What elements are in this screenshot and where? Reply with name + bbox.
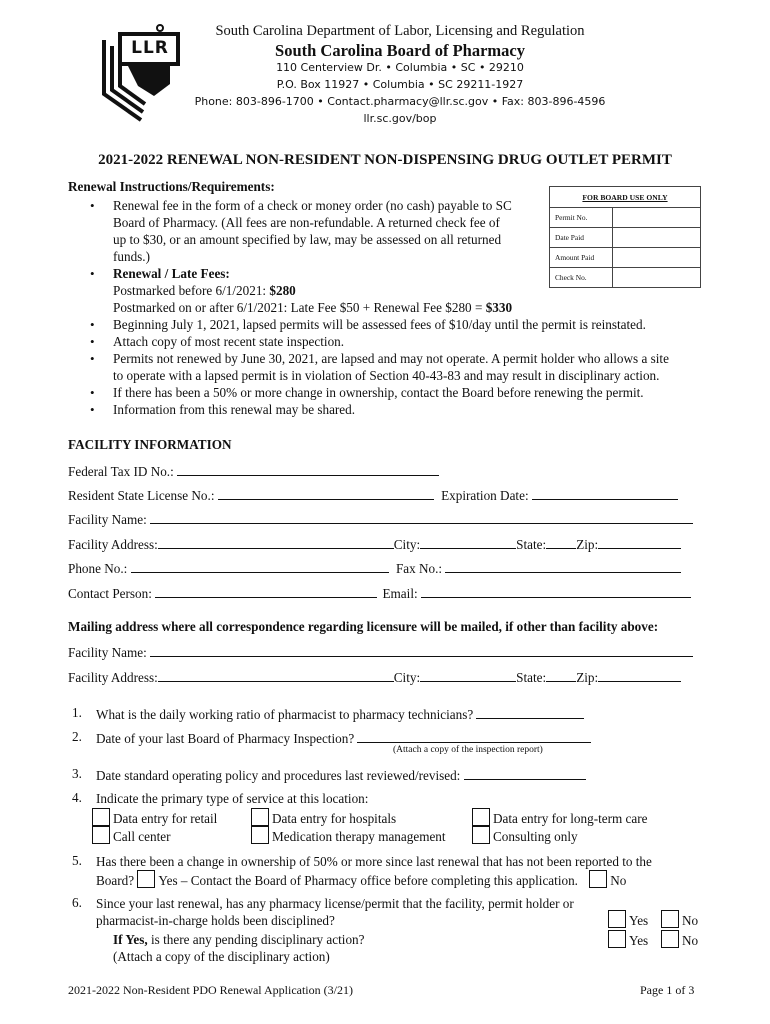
q6-pending-no-checkbox[interactable] [661, 930, 679, 948]
instruction-fee: • Renewal fee in the form of a check or money order (no cash) payable to SC Board of Pharmacy. (All fees are non-refundable. A returned check fee of up to $30, or an amount specified by law, may be assessed on all returned funds.) [68, 197, 748, 265]
instruction-shared: • Information from this renewal may be shared. [68, 401, 748, 418]
check-no-field [613, 268, 701, 288]
instructions-heading: Renewal Instructions/Requirements: [68, 179, 275, 194]
instruction-lapsed-fees: • Beginning July 1, 2021, lapsed permits will be assessed fees of $10/day until the permit is reinstated. [68, 316, 748, 333]
instruction-ownership: • If there has been a 50% or more change in ownership, contact the Board before renewing the permit. [68, 384, 748, 401]
q6-text-line2: pharmacist-in-charge holds been disciplined? [96, 913, 335, 928]
q4-option-long-term-care[interactable]: Data entry for long-term care [472, 808, 648, 827]
q5-yes-checkbox[interactable] [137, 870, 155, 888]
q5-number: 5. [72, 853, 82, 868]
mailing-address-row: Facility Address: City: State: Zip: [68, 668, 681, 686]
board-use-box [549, 186, 701, 288]
footer-page-number: Page 1 of 3 [640, 983, 695, 997]
expiration-date-field[interactable] [532, 486, 678, 500]
q3-row: Date standard operating policy and procedures last reviewed/revised: [96, 766, 586, 784]
footer-left: 2021-2022 Non-Resident PDO Renewal Application (3/21) [68, 983, 353, 997]
mailing-zip-field[interactable] [598, 668, 681, 682]
fax-field[interactable] [445, 559, 681, 573]
resident-license-field[interactable] [218, 486, 434, 500]
q5-answer-row: Board? Yes – Contact the Board of Pharmacy office before completing this application. No [96, 870, 626, 889]
checkbox[interactable] [251, 808, 269, 826]
q3-date-field[interactable] [464, 766, 586, 780]
phone-field[interactable] [131, 559, 389, 573]
q2-number: 2. [72, 729, 82, 744]
permit-no-field [613, 208, 701, 228]
mailing-address-field[interactable] [158, 668, 394, 682]
mailing-name-field[interactable] [150, 643, 693, 657]
mailing-state-field[interactable] [546, 668, 576, 682]
form-title: 2021-2022 RENEWAL NON-RESIDENT NON-DISPENSING DRUG OUTLET PERMIT [98, 152, 672, 168]
instruction-late-fees: • Renewal / Late Fees: Postmarked before 6/1/2021: $280 Postmarked on or after 6/1/2021: Late Fee $50 + Renewal Fee $280 = $330 [68, 265, 748, 316]
q6-number: 6. [72, 895, 82, 910]
logo-text: LLR [131, 38, 169, 58]
amount-paid-field [613, 248, 701, 268]
board-use-title: FOR BOARD USE ONLY [550, 187, 701, 208]
checkbox[interactable] [472, 826, 490, 844]
check-no-label: Check No. [550, 268, 613, 288]
q4-option-mtm[interactable]: Medication therapy management [251, 826, 446, 845]
q1-number: 1. [72, 705, 82, 720]
q6-sub: If Yes, is there any pending disciplinary action? [113, 932, 365, 947]
q6-pending-no-option[interactable]: No [661, 930, 698, 949]
q6-yes-checkbox[interactable] [608, 910, 626, 928]
header-dept: South Carolina Department of Labor, Licensing and Regulation [215, 23, 585, 39]
instruction-not-renewed: • Permits not renewed by June 30, 2021, are lapsed and may not operate. A permit holder who allows a site to operate with a lapsed permit is in violation of Section 40-43-83 and may result in disciplinary action. [68, 350, 748, 384]
facility-state-field[interactable] [546, 535, 576, 549]
checkbox[interactable] [92, 808, 110, 826]
header-website: llr.sc.gov/bop [363, 112, 437, 125]
tax-id-row: Federal Tax ID No.: [68, 462, 439, 480]
header-contact: Phone: 803-896-1700 • Contact.pharmacy@llr.sc.gov • Fax: 803-896-4596 [194, 95, 606, 108]
contact-person-field[interactable] [155, 584, 377, 598]
facility-zip-field[interactable] [598, 535, 681, 549]
facility-heading: FACILITY INFORMATION [68, 437, 232, 452]
q6-no-option[interactable]: No [661, 910, 698, 929]
resident-license-row: Resident State License No.: Expiration Date: [68, 486, 678, 504]
q4-text: Indicate the primary type of service at this location: [96, 791, 369, 806]
facility-address-field[interactable] [158, 535, 394, 549]
q2-row: Date of your last Board of Pharmacy Inspection? [96, 729, 591, 747]
checkbox[interactable] [92, 826, 110, 844]
q5-no-checkbox[interactable] [589, 870, 607, 888]
facility-name-row: Facility Name: [68, 510, 693, 528]
email-field[interactable] [421, 584, 691, 598]
q4-option-call-center[interactable]: Call center [92, 826, 170, 845]
mailing-name-row: Facility Name: [68, 643, 693, 661]
phone-fax-row: Phone No.: Fax No.: [68, 559, 681, 577]
contact-email-row: Contact Person: Email: [68, 584, 691, 602]
header-board: South Carolina Board of Pharmacy [275, 41, 525, 60]
q6-pending-yes-option[interactable]: Yes [608, 930, 648, 949]
header-address2: P.O. Box 11927 • Columbia • SC 29211-1927 [276, 78, 524, 91]
q1-row: What is the daily working ratio of pharmacist to pharmacy technicians? [96, 705, 584, 723]
facility-city-field[interactable] [420, 535, 516, 549]
facility-address-row: Facility Address: City: State: Zip: [68, 535, 681, 553]
date-paid-field [613, 228, 701, 248]
q6-note: (Attach a copy of the disciplinary action) [113, 949, 330, 964]
q4-number: 4. [72, 790, 82, 805]
permit-no-label: Permit No. [550, 208, 613, 228]
q6-yes-option[interactable]: Yes [608, 910, 648, 929]
q1-ratio-field[interactable] [476, 705, 584, 719]
q4-option-hospitals[interactable]: Data entry for hospitals [251, 808, 396, 827]
mailing-heading: Mailing address where all correspondence regarding licensure will be mailed, if other than facility above: [68, 619, 659, 634]
q3-number: 3. [72, 766, 82, 781]
header-address1: 110 Centerview Dr. • Columbia • SC • 29210 [276, 61, 524, 74]
q5-text: Has there been a change in ownership of 50% or more since last renewal that has not been reported to the [96, 854, 652, 869]
facility-name-field[interactable] [150, 510, 693, 524]
q6-no-checkbox[interactable] [661, 910, 679, 928]
q4-option-retail[interactable]: Data entry for retail [92, 808, 217, 827]
q2-note: (Attach a copy of the inspection report) [393, 745, 543, 755]
amount-paid-label: Amount Paid [550, 248, 613, 268]
tax-id-field[interactable] [177, 462, 439, 476]
q6-text-line1: Since your last renewal, has any pharmacy license/permit that the facility, permit holder or [96, 896, 574, 911]
q6-pending-yes-checkbox[interactable] [608, 930, 626, 948]
q2-inspection-date-field[interactable] [357, 729, 591, 743]
q4-option-consulting[interactable]: Consulting only [472, 826, 578, 845]
instruction-inspection: • Attach copy of most recent state inspection. [68, 333, 748, 350]
checkbox[interactable] [251, 826, 269, 844]
date-paid-label: Date Paid [550, 228, 613, 248]
checkbox[interactable] [472, 808, 490, 826]
mailing-city-field[interactable] [420, 668, 516, 682]
